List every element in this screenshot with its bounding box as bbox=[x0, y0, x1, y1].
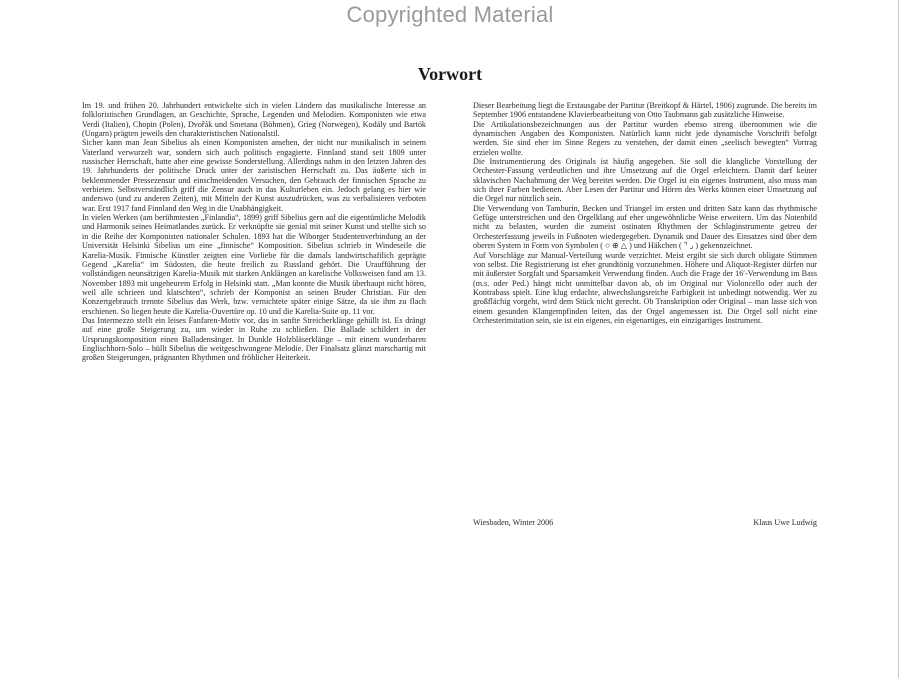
paragraph: Die Verwendung von Tamburin, Becken und Triangel im ersten und dritten Satz kann das rhythmische Gefüge unterstreichen und den Orgelklang auf eher ungewöhnliche Weise erweitern. Um das Notenbild nicht zu belasten, wurden die zumeist ostinaten Rhythmen der Schlaginstrumente getreu der Orchesterfassung jeweils in Fußnoten wiedergegeben. Dynamik und Dauer des Einsatzes sind über dem oberen System in Form von Symbolen ( ○ ⊕ △ ) und Häkchen ( ⌝ ⌟ ) gekennzeichnet. bbox=[473, 203, 817, 251]
right-text-column bbox=[473, 101, 817, 325]
paragraph: Auf Vorschläge zur Manual-Verteilung wurde verzichtet. Meist ergibt sie sich durch obligate Stimmen von selbst. Die Registrierung ist eher grundtönig vorzunehmen. Höhere und Aliquot-Register dürfen nur mit äußerster Sorgfalt und Sparsamkeit Verwendung finden. Auch die Frage der 16′-Verwendung im Bass (m.s. oder Ped.) hängt nicht unmittelbar davon ab, ob im Original nur Violoncello oder auch der Kontrabass spielt. Eine klug erdachte, abwechslungsreiche Farbigkeit ist unbedingt notwendig. Wer zu großflächig vorgeht, wird dem Stück nicht gerecht. Ob Transkription oder Original – man lasse sich von einem gesunden Klangempfinden leiten, das der Orgel angemessen ist. Die Orgel soll nicht eine Orchesterimitation sein, sie ist ein eigenes, ein eigenartiges, ein einzigartiges Instrument. bbox=[473, 250, 817, 325]
paragraph: In vielen Werken (am berühmtesten „Finlandia“, 1899) griff Sibelius gern auf die eigentümliche Melodik und Harmonik seines Heimatlandes zurück. Er verknüpfte sie genial mit seiner Kunst und stellte sich so in die Reihe der Komponisten nationaler Schulen. 1893 hat die Wiborger Studentenverbindung an der Universität Helsinki Sibelius um eine „finnische“ Komposition. Sibelius schrieb in Windeseile die Karelia-Musik. Finnische Künstler zeigten eine Vorliebe für die damals landwirtschaftlich geprägte Gegend „Karelia“ im Südosten, die heute freilich zu Russland gehört. Die Uraufführung der vollständigen neunsätzigen Karelia-Musik mit starken Anklängen an karelische Volksweisen fand am 13. November 1893 mit ungeheurem Erfolg in Helsinki statt. „Man konnte die Musik überhaupt nicht hören, weil alle schrieen und klatschten“, schrieb der Komponist an seinen Bruder Christian. Für den Konzertgebrauch trennte Sibelius das Werk, bzw. vernichtete später einige Sätze, da sie ihm zu flach erschienen. So liegen heute die Karelia-Ouvertüre op. 10 und die Karelia-Suite op. 11 vor. bbox=[82, 213, 426, 316]
paragraph: Im 19. und frühen 20. Jahrhundert entwickelte sich in vielen Ländern das musikalische Interesse an folkloristischen Grundlagen, an Geschichte, Sprache, Legenden und Melodien. Komponisten wie etwa Verdi (Italien), Chopin (Polen), Dvořák und Smetana (Böhmen), Grieg (Norwegen), Kodály und Bartók (Ungarn) prägten jeweils den charakteristischen Nationalstil. bbox=[82, 101, 426, 139]
left-text-column bbox=[82, 101, 426, 363]
author-name: Klaus Uwe Ludwig bbox=[753, 518, 817, 527]
paragraph: Dieser Bearbeitung liegt die Erstausgabe der Partitur (Breitkopf & Härtel, 1906) zugrunde. Die bereits im September 1906 entstandene Klavierbearbeitung von Otto Taubmann gab zusätzliche Hinweise. bbox=[473, 101, 817, 120]
paragraph: Sicher kann man Jean Sibelius als einen Komponisten ansehen, der nicht nur musikalisch in seinem Vaterland verwurzelt war, sondern sich auch politisch engagierte. Finnland stand seit 1809 unter russischer Herrschaft, hatte aber eine gewisse Sonderstellung. Allerdings nahm in den letzten Jahren des 19. Jahrhunderts der politische Druck unter der zaristischen Herrschaft zu. Das äußerte sich in beklemmender Pressezensur und einschneidenden Versuchen, den Gebrauch der finnischen Sprache zu verbieten. Selbstverständlich griff die Zensur auch in das Kulturleben ein. Jedoch gelang es hier wie anderswo (und zu anderen Zeiten), mit Mitteln der Kunst auszudrücken, was zu verbalisieren verboten war. Erst 1917 fand Finnland den Weg in die Unabhängigkeit. bbox=[82, 138, 426, 213]
paragraph: Das Intermezzo stellt ein leises Fanfaren-Motiv vor, das in sanfte Streicherklänge gehüllt ist. Es drängt auf eine große Steigerung zu, um wieder in Ruhe zu schließen. Die Ballade schildert in der Ursprungskomposition einen Balladensänger. In Dunkle Holzbläserklänge – mit einem wunderbaren Englischhorn-Solo – hüllt Sibelius die weitgeschwungene Melodie. Der Finalsatz glänzt marschartig mit großen Steigerungen, prägnanten Rhythmen und fröhlicher Heiterkeit. bbox=[82, 315, 426, 363]
page-title: Vorwort bbox=[417, 64, 483, 84]
signature-line bbox=[473, 518, 817, 528]
paragraph: Die Instrumentierung des Originals ist häufig angegeben. Sie soll die klangliche Vorstellung der Orchester-Fassung verdeutlichen und ihre Umsetzung auf die Orgel erleichtern. Damit darf keiner sklavischen Nachahmung der Weg bereitet werden. Die Orgel ist ein eigenes Instrument, also muss man sich ihrer Farben bedienen. Aber Lesen der Partitur und Hören des Werks können einer Umsetzung auf die Orgel nur nützlich sein. bbox=[473, 157, 817, 204]
place-date: Wiesbaden, Winter 2006 bbox=[473, 518, 554, 527]
copyright-watermark: Copyrighted Material bbox=[346, 2, 554, 27]
paragraph: Die Artikulationsbezeichnungen aus der Partitur wurden ebenso streng übernommen wie die dynamischen Angaben des Komponisten. Natürlich kann nicht jede dynamische Vorschrift befolgt werden. Sie sind eher im Sinne Regers zu verstehen, der damit einen „seelisch bewegten“ Vortrag erzielen wollte. bbox=[473, 119, 817, 157]
page-edge-rule bbox=[898, 0, 899, 678]
